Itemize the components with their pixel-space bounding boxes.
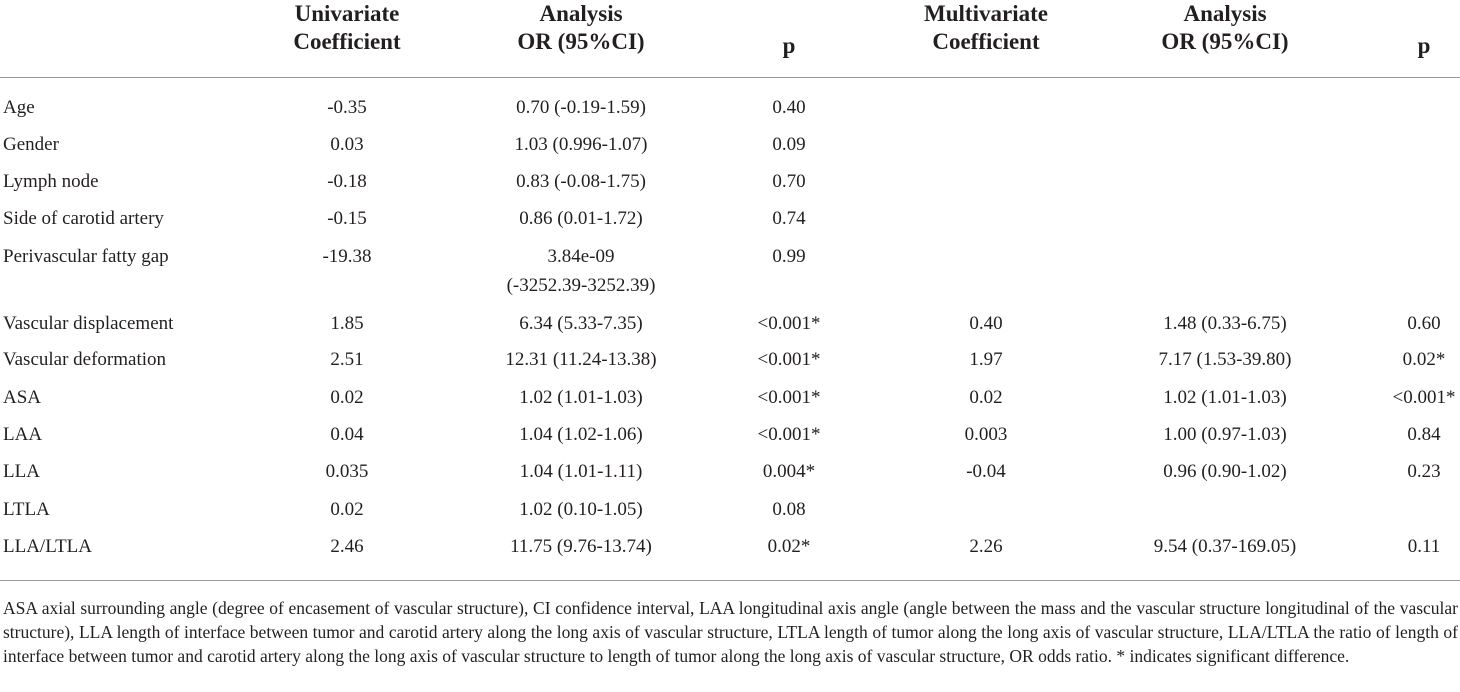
- cell-multivariate-p: 0.11: [1407, 536, 1441, 557]
- row-label: LAA: [3, 424, 43, 445]
- cell-univariate-coefficient: -19.38: [322, 246, 372, 267]
- cell-multivariate-p: 0.84: [1407, 424, 1441, 445]
- header-multivariate-or-line1: Analysis: [1183, 1, 1267, 26]
- table-footnote: ASA axial surrounding angle (degree of encasement of vascular structure), CI confidence interval, LAA longitudinal axis angle (angle between the mass and the vascular structure longitudinal of the vascular structure), LLA length of interface between tumor and carotid artery along the long axis of vascular structure, LTLA length of tumor along the long axis of vascular structure, LLA/LTLA the ratio of length of interface between tumor and carotid artery along the long axis of vascular structure to length of tumor along the long axis of vascular structure, OR odds ratio. * indicates significant difference.: [3, 598, 1458, 666]
- cell-multivariate-p: 0.60: [1407, 313, 1441, 334]
- cell-univariate-coefficient: 0.03: [330, 134, 364, 155]
- row-label: Gender: [3, 134, 59, 155]
- cell-univariate-p: 0.004*: [762, 461, 816, 482]
- cell-univariate-p: 0.08: [772, 499, 806, 520]
- cell-univariate-or: 1.03 (0.996-1.07): [514, 134, 648, 155]
- cell-univariate-coefficient: 0.04: [330, 424, 364, 445]
- cell-univariate-p: 0.99: [772, 246, 806, 267]
- cell-multivariate-or: 7.17 (1.53-39.80): [1158, 349, 1292, 370]
- cell-multivariate-or: 0.96 (0.90-1.02): [1163, 461, 1287, 482]
- cell-univariate-p: 0.40: [772, 97, 806, 118]
- cell-multivariate-p: 0.23: [1407, 461, 1441, 482]
- cell-univariate-coefficient: 1.85: [330, 313, 364, 334]
- row-label: Age: [3, 97, 35, 118]
- cell-univariate-coefficient: -0.18: [327, 171, 367, 192]
- cell-univariate-or-line2: (-3252.39-3252.39): [506, 275, 656, 296]
- table-bottom-rule: [0, 580, 1460, 581]
- row-label: Perivascular fatty gap: [3, 246, 169, 267]
- cell-univariate-or: 11.75 (9.76-13.74): [510, 536, 652, 557]
- cell-univariate-coefficient: -0.35: [327, 97, 367, 118]
- cell-univariate-p: 0.09: [772, 134, 806, 155]
- cell-multivariate-or: 1.02 (1.01-1.03): [1163, 387, 1287, 408]
- row-label: LLA/LTLA: [3, 536, 93, 557]
- cell-multivariate-p: 0.02*: [1402, 349, 1446, 370]
- cell-univariate-coefficient: 0.035: [325, 461, 369, 482]
- cell-multivariate-or: 1.00 (0.97-1.03): [1163, 424, 1287, 445]
- cell-univariate-or: 3.84e-09: [547, 246, 615, 267]
- cell-univariate-or: 0.86 (0.01-1.72): [519, 208, 643, 229]
- cell-univariate-or: 0.70 (-0.19-1.59): [516, 97, 646, 118]
- cell-univariate-or: 6.34 (5.33-7.35): [519, 313, 643, 334]
- row-label: LLA: [3, 461, 40, 482]
- cell-multivariate-coefficient: 0.40: [969, 313, 1003, 334]
- cell-univariate-or: 1.04 (1.01-1.11): [519, 461, 643, 482]
- header-multivariate-coefficient-line2: Coefficient: [932, 29, 1040, 54]
- header-multivariate-or-line2: OR (95%CI): [1161, 29, 1289, 54]
- cell-multivariate-coefficient: 2.26: [969, 536, 1003, 557]
- cell-univariate-or: 0.83 (-0.08-1.75): [516, 171, 646, 192]
- cell-univariate-or: 1.02 (1.01-1.03): [519, 387, 643, 408]
- cell-univariate-or: 1.02 (0.10-1.05): [519, 499, 643, 520]
- cell-univariate-coefficient: -0.15: [327, 208, 367, 229]
- row-label: LTLA: [3, 499, 50, 520]
- cell-univariate-p: <0.001*: [757, 387, 821, 408]
- cell-univariate-coefficient: 0.02: [330, 387, 364, 408]
- header-univariate-p-line2: p: [782, 33, 796, 58]
- cell-univariate-p: 0.74: [772, 208, 806, 229]
- cell-multivariate-or: 1.48 (0.33-6.75): [1163, 313, 1287, 334]
- header-univariate-coefficient-line1: Univariate: [294, 1, 400, 26]
- header-multivariate-coefficient-line1: Multivariate: [924, 1, 1048, 26]
- cell-univariate-or: 1.04 (1.02-1.06): [519, 424, 643, 445]
- cell-univariate-p: <0.001*: [757, 424, 821, 445]
- row-label: Vascular displacement: [3, 313, 174, 334]
- cell-multivariate-p: <0.001*: [1392, 387, 1456, 408]
- cell-univariate-coefficient: 0.02: [330, 499, 364, 520]
- cell-multivariate-coefficient: 0.02: [969, 387, 1003, 408]
- header-univariate-or-line1: Analysis: [539, 1, 623, 26]
- cell-univariate-p: <0.001*: [757, 313, 821, 334]
- header-rule: [0, 77, 1460, 78]
- cell-multivariate-coefficient: 0.003: [964, 424, 1008, 445]
- row-label: Side of carotid artery: [3, 208, 164, 229]
- cell-multivariate-coefficient: 1.97: [969, 349, 1003, 370]
- header-univariate-coefficient-line2: Coefficient: [293, 29, 401, 54]
- cell-univariate-p: 0.70: [772, 171, 806, 192]
- row-label: Lymph node: [3, 171, 99, 192]
- row-label: Vascular deformation: [3, 349, 167, 370]
- cell-multivariate-coefficient: -0.04: [966, 461, 1006, 482]
- cell-univariate-or: 12.31 (11.24-13.38): [505, 349, 657, 370]
- cell-univariate-p: <0.001*: [757, 349, 821, 370]
- row-label: ASA: [3, 387, 42, 408]
- cell-univariate-p: 0.02*: [767, 536, 811, 557]
- cell-univariate-coefficient: 2.51: [330, 349, 364, 370]
- header-univariate-or-line2: OR (95%CI): [517, 29, 645, 54]
- cell-multivariate-or: 9.54 (0.37-169.05): [1153, 536, 1297, 557]
- cell-univariate-coefficient: 2.46: [330, 536, 364, 557]
- header-multivariate-p-line2: p: [1417, 33, 1431, 58]
